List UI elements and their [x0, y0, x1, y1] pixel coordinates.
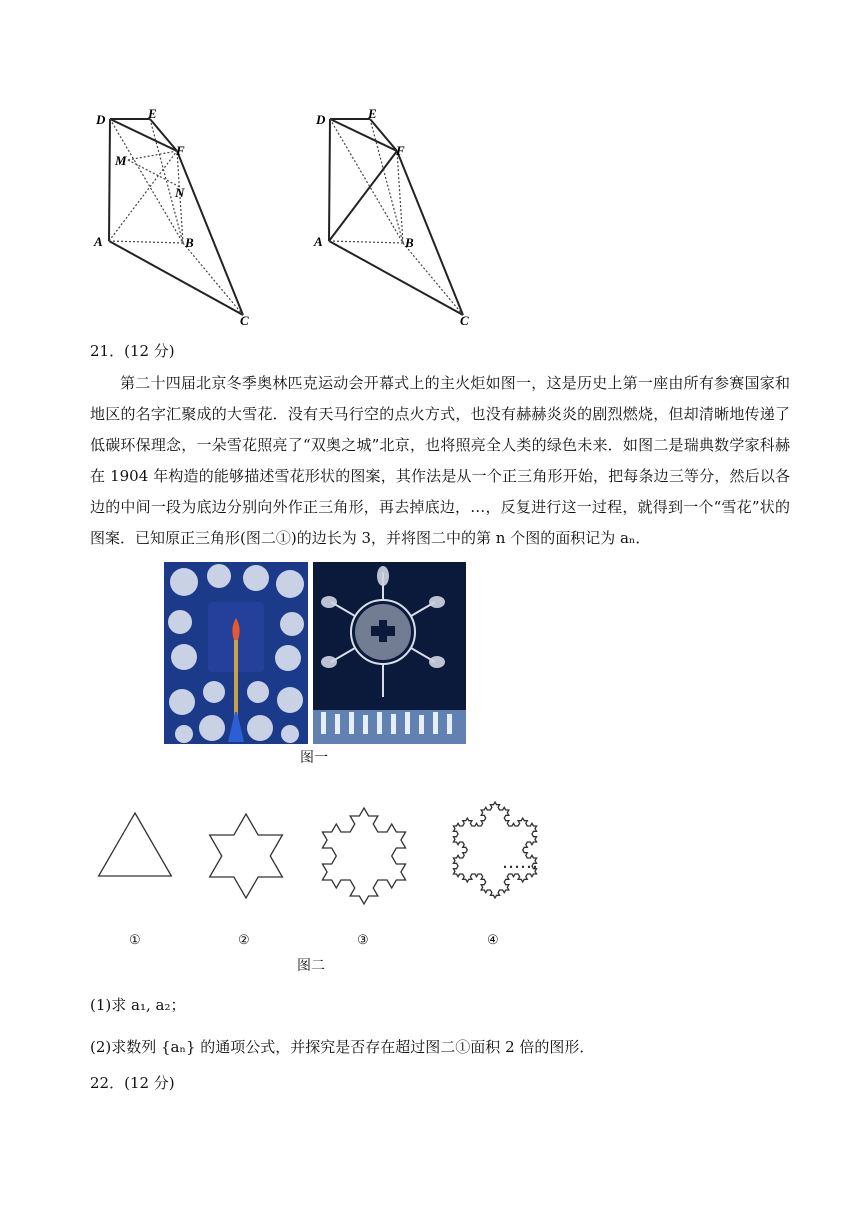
label-B: B: [405, 235, 414, 250]
koch-snowflake-figure: [80, 790, 600, 950]
koch-iteration-1: [99, 813, 172, 876]
koch-iteration-4: [453, 802, 536, 898]
q21-heading: 21．(12 分): [90, 342, 175, 360]
ellipsis: ……: [502, 852, 538, 873]
figure-2-caption: 图二: [297, 958, 325, 974]
q21-part-1: (1)求 a₁, a₂；: [90, 996, 186, 1014]
q21-part-2: (2)求数列 {aₙ} 的通项公式，并探究是否存在超过图二①面积 2 倍的图形．: [90, 1038, 595, 1056]
label-D: D: [96, 112, 106, 127]
label-D: D: [316, 112, 326, 127]
q22-heading: 22．(12 分): [90, 1074, 175, 1092]
label-E: E: [368, 106, 377, 121]
geometry-figure-right: [310, 105, 480, 330]
torch-photo: [164, 562, 308, 744]
label-A: A: [314, 234, 323, 249]
figure-2-number-4: ④: [487, 933, 499, 948]
label-C: C: [460, 313, 469, 328]
label-A: A: [94, 234, 103, 249]
q21-text: [90, 368, 790, 554]
figure-2-number-1: ①: [129, 933, 141, 948]
label-N: N: [175, 185, 185, 200]
geometry-figure-left: [90, 105, 260, 330]
figure-1-caption: 图一: [300, 750, 328, 766]
label-C: C: [240, 313, 249, 328]
koch-iteration-2: [210, 814, 283, 898]
figure-2-number-3: ③: [357, 933, 369, 948]
figure-2-number-2: ②: [238, 933, 250, 948]
label-E: E: [148, 106, 157, 121]
koch-iteration-3: [322, 808, 405, 904]
snowflake-photo: [313, 562, 466, 744]
q21-paragraph: 第二十四届北京冬季奥林匹克运动会开幕式上的主火炬如图一，这是历史上第一座由所有参赛国家和地区的名字汇聚成的大雪花．没有天马行空的点火方式，也没有赫赫炎炎的剧烈燃烧，但却清晰地传递了低碳环保理念，一朵雪花照亮了“双奥之城”北京，也将照亮全人类的绿色未来．如图二是瑞典数学家科赫在 1904 年构造的能够描述雪花形状的图案，其作法是从一个正三角形开始，把每条边三等分，然后以各边的中间一段为底边分别向外作正三角形，再去掉底边，…，反复进行这一过程，就得到一个“雪花”状的图案．已知原正三角形(图二①)的边长为 3，并将图二中的第 n 个图的面积记为 aₙ．: [90, 374, 790, 547]
label-F: F: [176, 143, 185, 158]
label-M: M: [115, 153, 127, 168]
label-F: F: [396, 143, 405, 158]
label-B: B: [185, 235, 194, 250]
